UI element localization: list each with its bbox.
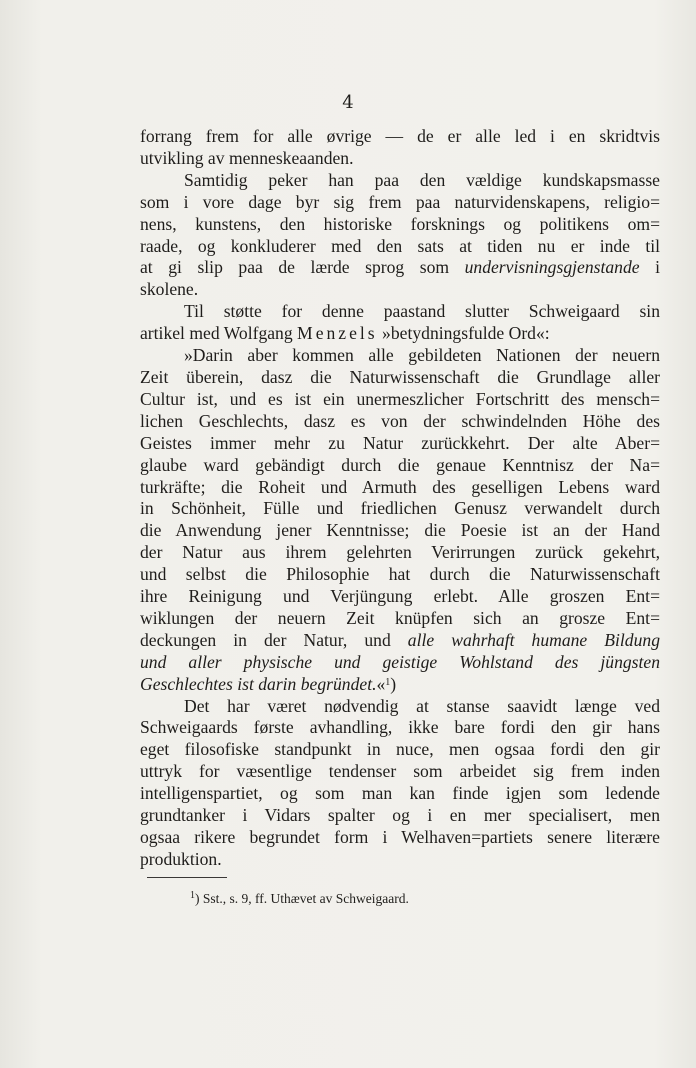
footnote-divider [147, 877, 227, 878]
quote-line: Cultur ist, und es ist ein unermeszlicher Fortschritt des mensch= [140, 388, 660, 409]
text-line: Til støtte for denne paastand slutter Schweigaard sin [184, 301, 660, 322]
text-line: forrang frem for alle øvrige — de er alle led i en skridtvis [140, 126, 660, 146]
text-line: uttryk for væsentlige tendenser som arbeidet sig frem inden [140, 761, 660, 782]
quote-line: der Natur aus ihrem gelehrten Verirrungen zurück gekehrt, [140, 542, 660, 563]
text-line [140, 323, 660, 345]
quote-line: turkräfte; die Roheit und Armuth des geselligen Lebens ward [140, 476, 660, 497]
quote-line: ihre Reinigung und Verjüngung erlebt. Alle groszen Ent= [140, 586, 660, 607]
quote-line [140, 652, 660, 674]
text-line: som i vore dage byr sig frem paa naturvidenskapens, religio= [140, 191, 660, 212]
quote-line: lichen Geschlechts, dasz es von der schwindelnden Höhe des [140, 410, 660, 431]
quote-close: « [376, 673, 386, 694]
text-line: Schweigaards første avhandling, ikke bare fordi den gir hans [140, 717, 660, 738]
text-line: Samtidig peker han paa den vældige kundskapsmasse [184, 169, 660, 190]
text-line: raade, og konkluderer med den sats at tiden nu er inde til [140, 235, 660, 256]
text-line: nens, kunstens, den historiske forsknings og politikens om= [140, 213, 660, 234]
quote-line: »Darin aber kommen alle gebildeten Nationen der neuern [184, 345, 660, 366]
quote-line [140, 630, 660, 652]
text-line: eget filosofiske standpunkt in nuce, men ogsaa fordi den gir [140, 739, 660, 760]
quote-line: Geistes immer mehr zu Natur zurückkehrt. Der alte Aber= [140, 432, 660, 453]
footnote-text: ) Sst., s. 9, ff. Uthævet av Schweigaard. [195, 891, 409, 906]
text-fragment: at gi slip paa de lærde sprog som [140, 257, 465, 278]
text-line [140, 257, 660, 279]
emphasis-text: alle wahrhaft humane Bildung [407, 629, 660, 650]
footnote-ref: 1 [385, 676, 391, 688]
text-line: utvikling av menneskeaanden. [140, 147, 354, 168]
quote-line [140, 674, 660, 696]
text-line: skolene. [140, 279, 199, 300]
footnote-marker: 1 [190, 890, 195, 901]
text-fragment: artikel med Wolfgang [140, 323, 298, 344]
body-text [140, 126, 660, 871]
emphasis-text: und aller physische und geistige Wohlstand des jüngsten [140, 651, 660, 672]
quote-line: Zeit überein, dasz die Naturwissenschaft die Grundlage aller [140, 366, 660, 387]
page-number: 4 [342, 92, 354, 113]
footnote [190, 891, 409, 907]
text-fragment: i [639, 257, 660, 278]
quote-line: und selbst die Philosophie hat durch die Naturwissenschaft [140, 564, 660, 585]
quote-line: in Schönheit, Fülle und friedlichen Genusz verwandelt durch [140, 498, 660, 519]
text-line: ogsaa rikere begrundet form i Welhaven=partiets senere literære [140, 827, 660, 847]
text-fragment: deckungen in der Natur, und [140, 629, 408, 650]
quote-line: glaube ward gebändigt durch die genaue Kenntnisz der Na= [140, 454, 660, 475]
text-line: produktion. [140, 848, 222, 869]
footnote-ref-paren: ) [390, 673, 397, 694]
emphasis-text: Geschlechtes ist darin begründet. [140, 673, 377, 694]
quote-line: wiklungen der neuern Zeit knüpfen sich an grosze Ent= [140, 607, 660, 628]
text-fragment: »betydningsfulde Ord«: [377, 323, 550, 344]
quote-line: die Anwendung jener Kenntnisse; die Poesie ist an der Hand [140, 520, 660, 541]
text-line: grundtanker i Vidars spalter og i en mer specialisert, men [140, 805, 660, 826]
text-line: intelligenspartiet, og som man kan finde igjen som ledende [140, 783, 660, 804]
text-line: Det har været nødvendig at stanse saavidt længe ved [184, 695, 660, 716]
spaced-name: Menzels [297, 323, 378, 344]
emphasis-text: undervisningsgjenstande [464, 257, 640, 278]
